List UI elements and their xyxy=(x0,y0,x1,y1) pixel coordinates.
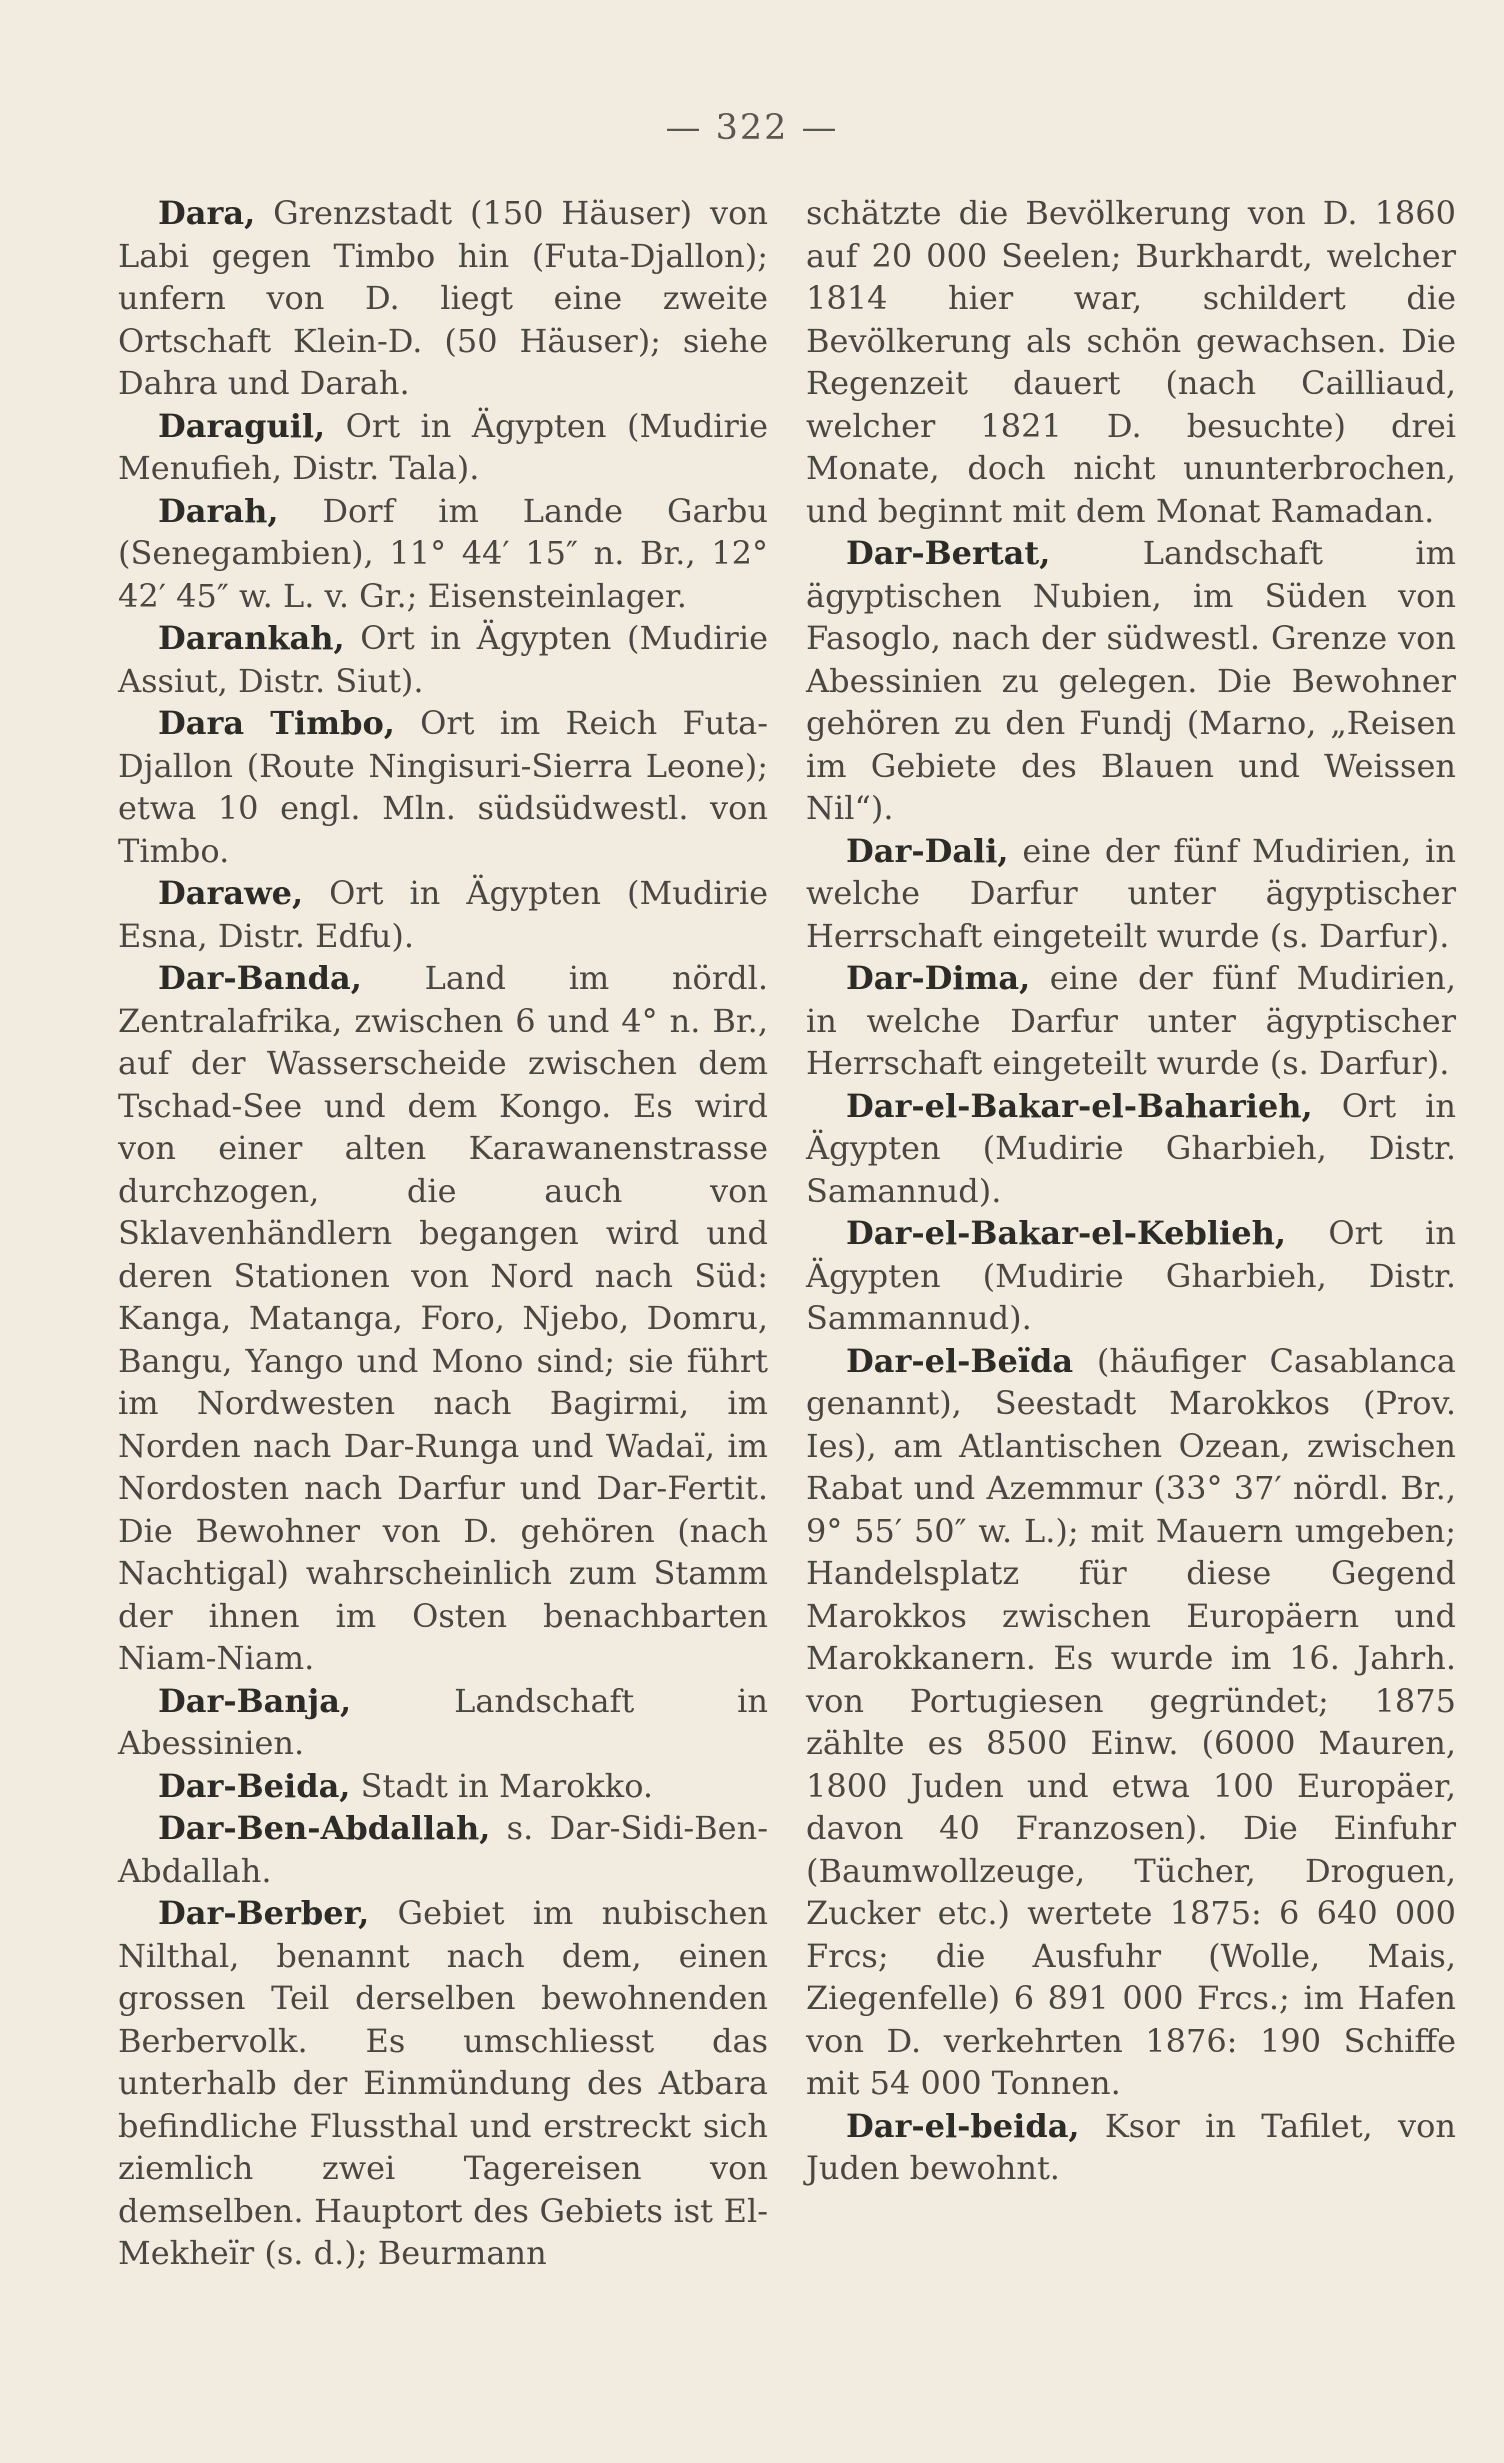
entry-term: Daraguil, xyxy=(158,406,326,445)
dictionary-entry xyxy=(806,2105,1456,2190)
entry-text: Ort in Ägypten (Mudirie Assiut, Distr. Siut). xyxy=(118,619,768,700)
entry-text: Ort in Ägypten (Mudirie Gharbieh, Distr. Sammannud). xyxy=(806,1214,1456,1337)
entry-text: Ort in Ägypten (Mudirie Gharbieh, Distr. Samannud). xyxy=(806,1086,1456,1210)
entry-text: s. Dar-Sidi-Ben-Abdallah. xyxy=(118,1809,768,1890)
left-column xyxy=(118,192,768,2275)
entry-term: Dar-el-Bakar-el-Keblieh, xyxy=(846,1214,1286,1252)
entry-text: Ksor in Tafilet, von Juden bewohnt. xyxy=(806,2106,1456,2187)
dictionary-entry xyxy=(806,1085,1456,1213)
dictionary-entry xyxy=(118,1765,768,1808)
entry-text: Ort im Reich Futa-Djallon (Route Ningisuri-Sierra Leone); etwa 10 engl. Mln. südsüdwestl. von Timbo. xyxy=(118,704,768,870)
entry-term: Dar-Banda, xyxy=(158,959,362,997)
dictionary-entry xyxy=(118,617,768,702)
entry-text: Landschaft in Abessinien. xyxy=(118,1681,768,1762)
entry-term: Dar-el-Beïda xyxy=(846,1341,1074,1380)
entry-term: Dar-Beida, xyxy=(158,1766,351,1805)
dictionary-entry xyxy=(806,532,1456,830)
dictionary-entry-continued xyxy=(806,192,1456,532)
entry-text: Ort in Ägypten (Mudirie Esna, Distr. Edfu). xyxy=(118,874,768,955)
entry-text: eine der fünf Mudirien, in welche Darfur unter ägyptischer Herrschaft eingeteilt wurde (s. Darfur). xyxy=(806,831,1456,955)
entry-term: Darawe, xyxy=(158,874,304,912)
dictionary-entry xyxy=(118,702,768,872)
entry-text: schätzte die Bevölkerung von D. 1860 auf 20 000 Seelen; Burkhardt, welcher 1814 hier war, schildert die Bevölkerung als schön gewachsen. Die Regenzeit dauert (nach Cailliaud, welcher 1821 D. besuchte) drei Monate, doch nicht ununterbrochen, und beginnt mit dem Monat Ramadan. xyxy=(806,194,1456,530)
dictionary-entry xyxy=(118,1680,768,1765)
entry-term: Dara Timbo, xyxy=(158,704,395,742)
entry-term: Dar-Berber, xyxy=(158,1894,370,1932)
entry-term: Darankah, xyxy=(158,619,345,657)
dictionary-entry xyxy=(118,405,768,490)
dictionary-entry xyxy=(118,490,768,618)
dictionary-entry xyxy=(118,1892,768,2275)
entry-text: (häufiger Casablanca genannt), Seestadt Marokkos (Prov. Ies), am Atlantischen Ozean, zwischen Rabat und Azemmur (33° 37′ nördl. Br., 9° 55′ 50″ w. L.); mit Mauern umgeben; Handelsplatz für diese Gegend Marokkos zwischen Europäern und Marokkanern. Es wurde im 16. Jahrh. von Portugiesen gegründet; 1875 zählte es 8500 Einw. (6000 Mauren, 1800 Juden und etwa 100 Europäer, davon 40 Franzosen). Die Einfuhr (Baumwollzeuge, Tücher, Droguen, Zucker etc.) wertete 1875: 6 640 000 Frcs; die Ausfuhr (Wolle, Mais, Ziegenfelle) 6 891 000 Frcs.; im Hafen von D. verkehrten 1876: 190 Schiffe mit 54 000 Tonnen. xyxy=(806,1341,1456,2102)
dictionary-entry xyxy=(806,1212,1456,1340)
entry-term: Dar-Dali, xyxy=(846,831,1009,870)
entry-term: Darah, xyxy=(158,491,279,530)
entry-term: Dar-el-Bakar-el-Baharieh, xyxy=(846,1086,1313,1125)
entry-text: Stadt in Marokko. xyxy=(350,1766,654,1805)
entry-text: eine der fünf Mudirien, in welche Darfur unter ägyptischer Herrschaft eingeteilt wurde (s. Darfur). xyxy=(806,959,1456,1082)
entry-text: Ort in Ägypten (Mudirie Menufieh, Distr. Tala). xyxy=(118,406,768,487)
dictionary-entry xyxy=(118,192,768,405)
dictionary-entry xyxy=(118,872,768,957)
entry-term: Dar-Ben-Abdallah, xyxy=(158,1809,491,1847)
dictionary-entry xyxy=(118,957,768,1680)
entry-text: Grenzstadt (150 Häuser) von Labi gegen Timbo hin (Futa-Djallon); unfern von D. liegt eine zweite Ortschaft Klein-D. (50 Häuser); siehe Dahra und Darah. xyxy=(118,194,768,402)
entry-term: Dara, xyxy=(158,194,256,232)
entry-text: Gebiet im nubischen Nilthal, benannt nach dem, einen grossen Teil derselben bewohnenden Berbervolk. Es umschliesst das unterhalb der Einmündung des Atbara befindliche Flussthal und erstreckt sich ziemlich zwei Tagereisen von demselben. Hauptort des Gebiets ist El-Mekheïr (s. d.); Beurmann xyxy=(118,1894,768,2272)
page-number: — 322 — xyxy=(665,108,839,148)
entry-text: Dorf im Lande Garbu (Senegambien), 11° 44′ 15″ n. Br., 12° 42′ 45″ w. L. v. Gr.; Eisensteinlager. xyxy=(118,491,768,615)
entry-text: Landschaft im ägyptischen Nubien, im Süden von Fasoglo, nach der südwestl. Grenze von Abessinien zu gelegen. Die Bewohner gehören zu den Fundj (Marno, „Reisen im Gebiete des Blauen und Weissen Nil“). xyxy=(806,534,1456,827)
dictionary-entry xyxy=(118,1807,768,1892)
dictionary-entry xyxy=(806,957,1456,1085)
entry-term: Dar-Banja, xyxy=(158,1681,352,1720)
entry-term: Dar-Bertat, xyxy=(846,534,1051,572)
dictionary-entry xyxy=(806,1340,1456,2105)
entry-text: Land im nördl. Zentralafrika, zwischen 6 und 4° n. Br., auf der Wasserscheide zwischen dem Tschad-See und dem Kongo. Es wird von einer alten Karawanenstrasse durchzogen, die auch von Sklavenhändlern begangen wird und deren Stationen von Nord nach Süd: Kanga, Matanga, Foro, Njebo, Domru, Bangu, Yango und Mono sind; sie führt im Nordwesten nach Bagirmi, im Norden nach Dar-Runga und Wadaï, im Nordosten nach Darfur und Dar-Fertit. Die Bewohner von D. gehören (nach Nachtigal) wahrscheinlich zum Stamm der ihnen im Osten benachbarten Niam-Niam. xyxy=(118,959,768,1677)
entry-term: Dar-Dima, xyxy=(846,959,1031,997)
right-column xyxy=(806,192,1456,2190)
entry-term: Dar-el-beida, xyxy=(846,2106,1080,2145)
dictionary-entry xyxy=(806,830,1456,958)
